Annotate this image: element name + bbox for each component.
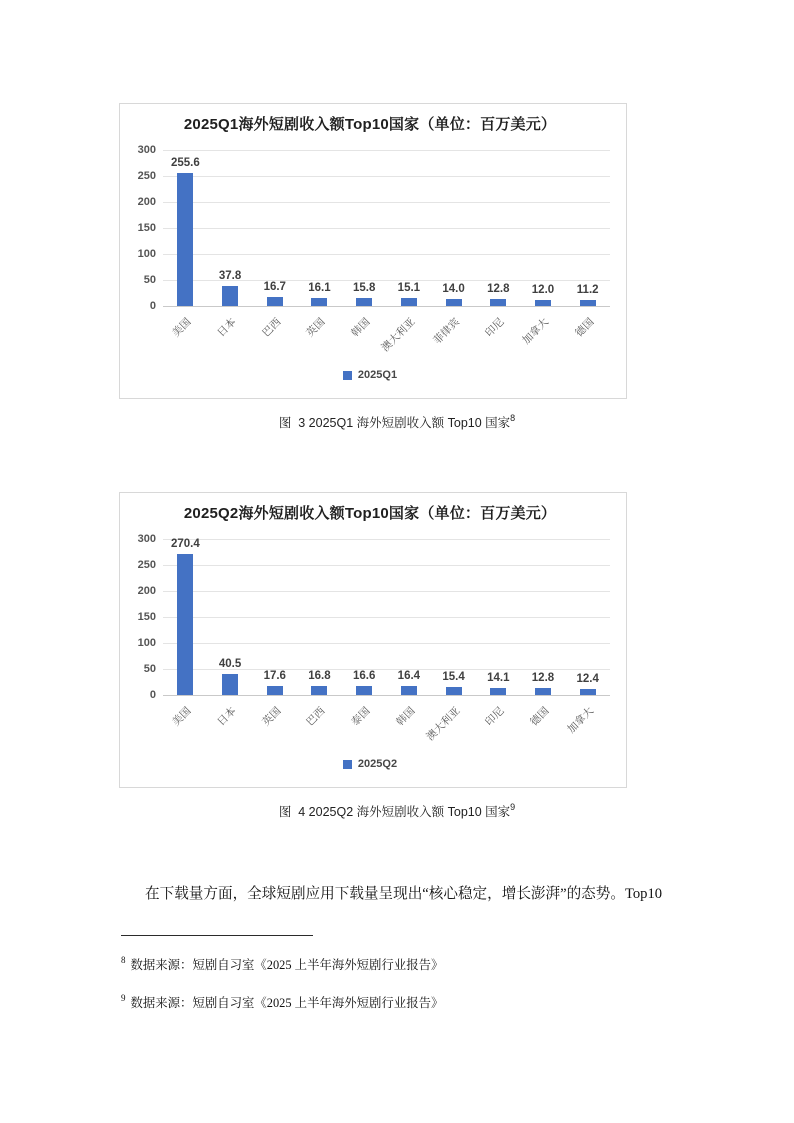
- bar-rect: [222, 286, 238, 306]
- figure-3-block: [121, 103, 673, 432]
- bar-rect: [580, 689, 596, 695]
- y-tick-label: 250: [137, 169, 156, 182]
- x-category-label: 美国: [170, 316, 194, 340]
- legend-swatch-icon: [343, 760, 352, 769]
- x-category-label: 韩国: [349, 316, 373, 340]
- x-category-label: 德国: [572, 316, 597, 340]
- bar-value-label: 16.7: [263, 281, 286, 294]
- bar-value-label: 270.4: [170, 538, 200, 551]
- bar-value-label: 17.6: [263, 669, 286, 682]
- chart-legend: [130, 757, 610, 771]
- x-category-label: 加拿大: [520, 316, 552, 347]
- x-axis: [130, 696, 610, 754]
- bar-rect: [401, 686, 417, 695]
- bar-value-label: 40.5: [218, 657, 242, 670]
- x-slot: [297, 307, 342, 365]
- figure-4-caption: [121, 801, 673, 821]
- bar-澳大利亚: [387, 150, 432, 306]
- bar-泰国: [342, 539, 387, 695]
- x-slot: [379, 307, 432, 365]
- y-tick-label: 150: [137, 611, 156, 623]
- legend-swatch-icon: [343, 371, 352, 380]
- y-axis: [130, 144, 156, 312]
- bar-印尼: [476, 150, 521, 306]
- bar-rect: [177, 173, 193, 306]
- x-category-label: 巴西: [304, 705, 328, 729]
- caption-text: 图 4 2025Q2 海外短剧收入额 Top10 国家: [278, 805, 511, 819]
- bar-value-label: 15.4: [442, 671, 465, 683]
- bar-rect: [267, 297, 283, 306]
- bar-series: [163, 150, 610, 306]
- chart-q1-revenue-top10: [119, 103, 627, 399]
- bar-印尼: [476, 539, 521, 695]
- y-tick-label: 0: [149, 689, 156, 701]
- bar-value-label: 15.1: [397, 282, 421, 295]
- x-slot: [342, 307, 387, 365]
- bar-rect: [267, 686, 283, 695]
- bar-rect: [535, 300, 551, 306]
- bar-value-label: 16.1: [308, 281, 331, 294]
- x-slot: [423, 696, 476, 754]
- bar-series: [163, 539, 610, 695]
- bar-加拿大: [565, 539, 610, 695]
- bar-value-label: 12.8: [531, 672, 555, 685]
- bar-value-label: 16.4: [397, 670, 421, 683]
- bar-value-label: 37.8: [218, 270, 242, 283]
- legend-label: 2025Q2: [357, 757, 398, 770]
- bar-日本: [208, 150, 253, 306]
- footnote-separator: [121, 935, 313, 936]
- chart-title: 2025Q1海外短剧收入额Top10国家（单位：百万美元）: [183, 116, 557, 133]
- bar-rect: [356, 298, 372, 306]
- bar-rect: [446, 687, 462, 695]
- y-tick-label: 50: [143, 274, 156, 286]
- footnote-ref-8: 8: [510, 412, 516, 423]
- y-axis: [130, 533, 156, 701]
- figure-3-caption: [121, 412, 673, 432]
- bar-美国: [163, 150, 208, 306]
- caption-text: 图 3 2025Q1 海外短剧收入额 Top10 国家: [278, 416, 511, 430]
- bar-日本: [208, 539, 253, 695]
- y-tick-label: 300: [137, 533, 156, 545]
- x-category-label: 泰国: [349, 705, 373, 729]
- bar-巴西: [252, 150, 297, 306]
- footnote-marker: 9: [121, 992, 126, 1003]
- bar-value-label: 11.2: [576, 284, 599, 297]
- bar-rect: [446, 299, 462, 306]
- chart-title: 2025Q2海外短剧收入额Top10国家（单位：百万美元）: [183, 505, 557, 522]
- bar-value-label: 16.8: [308, 670, 331, 683]
- x-slot: [252, 307, 297, 365]
- x-slot: [476, 307, 521, 365]
- chart-q2-revenue-top10: [119, 492, 627, 788]
- footnote-ref-9: 9: [510, 801, 516, 812]
- bar-value-label: 12.8: [487, 283, 510, 296]
- bar-value-label: 12.0: [531, 283, 555, 296]
- x-category-label: 美国: [170, 705, 194, 729]
- y-tick-label: 50: [143, 663, 156, 675]
- bar-rect: [222, 674, 238, 695]
- footnote-text: 数据来源：短剧自习室《2025 上半年海外短剧行业报告》: [130, 958, 444, 972]
- x-category-label: 英国: [304, 316, 328, 340]
- bar-美国: [163, 539, 208, 695]
- x-category-label: 澳大利亚: [379, 316, 418, 355]
- bar-value-label: 12.4: [576, 672, 599, 685]
- bar-rect: [311, 298, 327, 306]
- bar-英国: [252, 539, 297, 695]
- bar-德国: [521, 539, 566, 695]
- y-tick-label: 100: [137, 636, 156, 649]
- x-category-label: 印尼: [483, 316, 507, 340]
- footnote-marker: 8: [121, 954, 126, 965]
- x-slot: [565, 307, 610, 365]
- x-slot: [342, 696, 387, 754]
- bar-rect: [535, 688, 551, 695]
- x-slot: [252, 696, 297, 754]
- bar-value-label: 14.0: [442, 282, 465, 295]
- bar-rect: [177, 554, 193, 695]
- x-category-label: 巴西: [259, 316, 284, 340]
- bar-英国: [297, 150, 342, 306]
- footnote-8: [121, 956, 673, 974]
- y-tick-label: 300: [137, 144, 156, 156]
- x-axis-labels: [163, 696, 610, 754]
- bar-value-label: 14.1: [487, 671, 510, 684]
- chart-legend: [130, 368, 610, 382]
- x-slot: [476, 696, 521, 754]
- body-paragraph: 在下载量方面，全球短剧应用下载量呈现出“核心稳定，增长澎湃”的态势。Top10: [145, 886, 663, 902]
- legend-label: 2025Q1: [357, 368, 398, 381]
- bar-加拿大: [521, 150, 566, 306]
- y-tick-label: 250: [137, 558, 156, 571]
- x-slot: [431, 307, 476, 365]
- bar-rect: [490, 299, 506, 306]
- bar-rect: [356, 686, 372, 695]
- footnote-area: [121, 935, 673, 1012]
- bar-韩国: [387, 539, 432, 695]
- footnote-text: 数据来源：短剧自习室《2025 上半年海外短剧行业报告》: [130, 996, 444, 1010]
- footnote-9: [121, 994, 673, 1012]
- y-tick-label: 200: [137, 584, 156, 597]
- plot-wrap: [130, 144, 610, 312]
- y-tick-label: 200: [137, 195, 156, 208]
- bar-菲律宾: [431, 150, 476, 306]
- x-slot: [208, 696, 253, 754]
- bar-rect: [580, 300, 596, 306]
- x-category-label: 韩国: [394, 705, 418, 729]
- bar-rect: [401, 298, 417, 306]
- bar-value-label: 255.6: [170, 157, 200, 170]
- bar-韩国: [342, 150, 387, 306]
- x-category-label: 澳大利亚: [423, 705, 463, 744]
- x-category-label: 印尼: [483, 705, 507, 729]
- y-tick-label: 100: [137, 247, 156, 260]
- x-slot: [521, 307, 566, 365]
- bar-澳大利亚: [431, 539, 476, 695]
- figure-4-block: [121, 492, 673, 821]
- bar-value-label: 16.6: [352, 670, 376, 683]
- x-axis: [130, 307, 610, 365]
- x-slot: [297, 696, 342, 754]
- x-category-label: 加拿大: [565, 705, 597, 736]
- bar-value-label: 15.8: [352, 281, 376, 294]
- x-slot: [208, 307, 253, 365]
- x-category-label: 日本: [215, 705, 239, 729]
- x-category-label: 菲律宾: [431, 316, 463, 347]
- bar-rect: [311, 686, 327, 695]
- x-category-label: 日本: [215, 316, 239, 340]
- plot-area: [163, 539, 610, 695]
- plot-area: [163, 150, 610, 306]
- bar-巴西: [297, 539, 342, 695]
- x-slot: [521, 696, 566, 754]
- x-slot: [163, 307, 208, 365]
- bar-rect: [490, 688, 506, 695]
- x-axis-labels: [163, 307, 610, 365]
- plot-wrap: [130, 533, 610, 701]
- x-slot: [163, 696, 208, 754]
- y-tick-label: 150: [137, 222, 156, 234]
- x-slot: [565, 696, 610, 754]
- x-slot: [387, 696, 432, 754]
- bar-德国: [565, 150, 610, 306]
- y-tick-label: 0: [149, 300, 156, 312]
- x-category-label: 德国: [528, 705, 552, 729]
- x-category-label: 英国: [259, 705, 284, 729]
